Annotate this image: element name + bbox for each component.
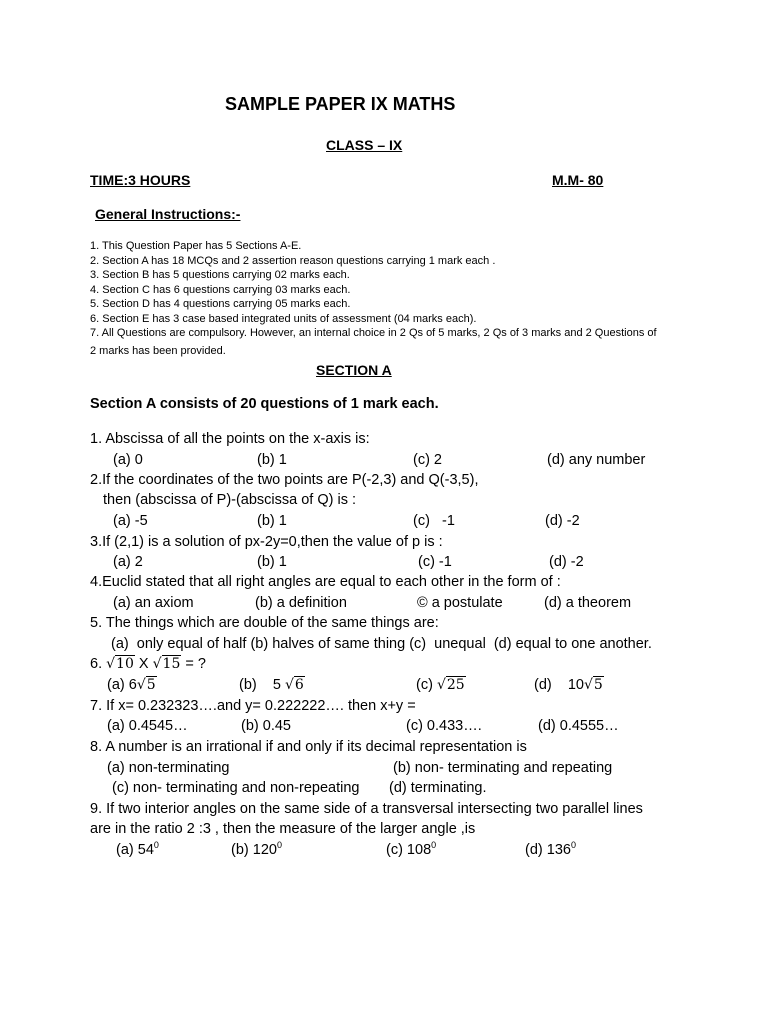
q1-option-d: (d) any number	[547, 452, 646, 468]
q3-option-a: (a) 2	[113, 554, 143, 570]
q9-option-c: (c) $108^0$	[386, 840, 437, 858]
question-2-text-cont: then (abscissa of P)-(abscissa of Q) is :	[103, 492, 357, 508]
q6-times: X	[138, 656, 149, 672]
instruction-item: 2. Section A has 18 MCQs and 2 assertion reason questions carrying 1 mark each .	[90, 255, 496, 267]
q5-options: (a) only equal of half (b) halves of same thing (c) unequal (d) equal to one another.	[111, 636, 652, 652]
q9-option-a: (a) $54^0$	[116, 840, 159, 858]
q9-option-d: (d) $136^0$	[525, 840, 576, 858]
q8-option-a: (a) non-terminating	[107, 760, 230, 776]
q7-option-d: (d) 0.4555…	[538, 718, 619, 734]
max-marks-label: M.M- 80	[552, 172, 604, 188]
q6-option-d: (d) 10√5	[534, 677, 603, 693]
q4-option-b: (b) a definition	[255, 595, 347, 611]
q6-prefix: 6.	[90, 656, 103, 672]
q7-option-b: (b) 0.45	[241, 718, 291, 734]
q3-option-c: (c) -1	[418, 554, 452, 570]
question-9-text-cont: are in the ratio 2 :3 , then the measure of the larger angle ,is	[90, 821, 476, 837]
q8-option-c: (c) non- terminating and non-repeating	[112, 780, 360, 796]
q6-option-c: (c) √25	[416, 677, 465, 693]
instruction-item: 1. This Question Paper has 5 Sections A-E.	[90, 240, 302, 252]
q6-suffix: = ?	[185, 656, 206, 672]
question-4-text: 4.Euclid stated that all right angles are equal to each other in the form of :	[90, 574, 561, 590]
q4-option-c: © a postulate	[417, 595, 503, 611]
q1-option-b: (b) 1	[257, 452, 287, 468]
q2-option-d: (d) -2	[545, 513, 580, 529]
q1-option-a: (a) 0	[113, 452, 143, 468]
question-3-text: 3.If (2,1) is a solution of px-2y=0,then the value of p is :	[90, 534, 443, 550]
time-label: TIME:3 HOURS	[90, 172, 191, 188]
instruction-item: 7. All Questions are compulsory. However, an internal choice in 2 Qs of 5 marks, 2 Qs of 3 marks and 2 Questions of	[90, 327, 657, 339]
question-8-text: 8. A number is an irrational if and only if its decimal representation is	[90, 739, 527, 755]
question-6-text	[90, 656, 206, 672]
question-9-text: 9. If two interior angles on the same side of a transversal intersecting two parallel lines	[90, 801, 643, 817]
q6-option-a: (a) 6√5	[107, 677, 156, 693]
q4-option-a: (a) an axiom	[113, 595, 194, 611]
q1-option-c: (c) 2	[413, 452, 442, 468]
q3-option-b: (b) 1	[257, 554, 287, 570]
q2-option-c: (c) -1	[413, 513, 455, 529]
question-2-text: 2.If the coordinates of the two points are P(-2,3) and Q(-3,5),	[90, 472, 479, 488]
q9-option-b: (b) $120^0$	[231, 840, 282, 858]
section-a-subheading: Section A consists of 20 questions of 1 mark each.	[90, 396, 439, 412]
sqrt-10: √10	[106, 656, 134, 672]
section-a-heading: SECTION A	[316, 362, 392, 378]
q8-option-b: (b) non- terminating and repeating	[393, 760, 613, 776]
q3-option-d: (d) -2	[549, 554, 584, 570]
instructions-heading: General Instructions:-	[95, 206, 241, 222]
page-title: SAMPLE PAPER IX MATHS	[225, 94, 456, 114]
instruction-item: 2 marks has been provided.	[90, 345, 226, 357]
q8-option-d: (d) terminating.	[389, 780, 487, 796]
q6-option-b: (b) 5 √6	[239, 677, 304, 693]
instruction-item: 3. Section B has 5 questions carrying 02 marks each.	[90, 269, 350, 281]
class-label: CLASS – IX	[326, 137, 403, 153]
instruction-item: 4. Section C has 6 questions carrying 03 marks each.	[90, 284, 351, 296]
instruction-item: 5. Section D has 4 questions carrying 05 marks each.	[90, 298, 351, 310]
q4-option-d: (d) a theorem	[544, 595, 632, 611]
question-7-text: 7. If x= 0.232323….and y= 0.222222…. then x+y =	[90, 698, 416, 714]
q2-option-b: (b) 1	[257, 513, 287, 529]
question-1-text: 1. Abscissa of all the points on the x-axis is:	[90, 431, 370, 447]
question-5-text: 5. The things which are double of the same things are:	[90, 615, 439, 631]
q7-option-c: (c) 0.433….	[406, 718, 482, 734]
q7-option-a: (a) 0.4545…	[107, 718, 188, 734]
q2-option-a: (a) -5	[113, 513, 148, 529]
sqrt-15: √15	[152, 656, 181, 672]
instruction-item: 6. Section E has 3 case based integrated units of assessment (04 marks each).	[90, 313, 477, 325]
